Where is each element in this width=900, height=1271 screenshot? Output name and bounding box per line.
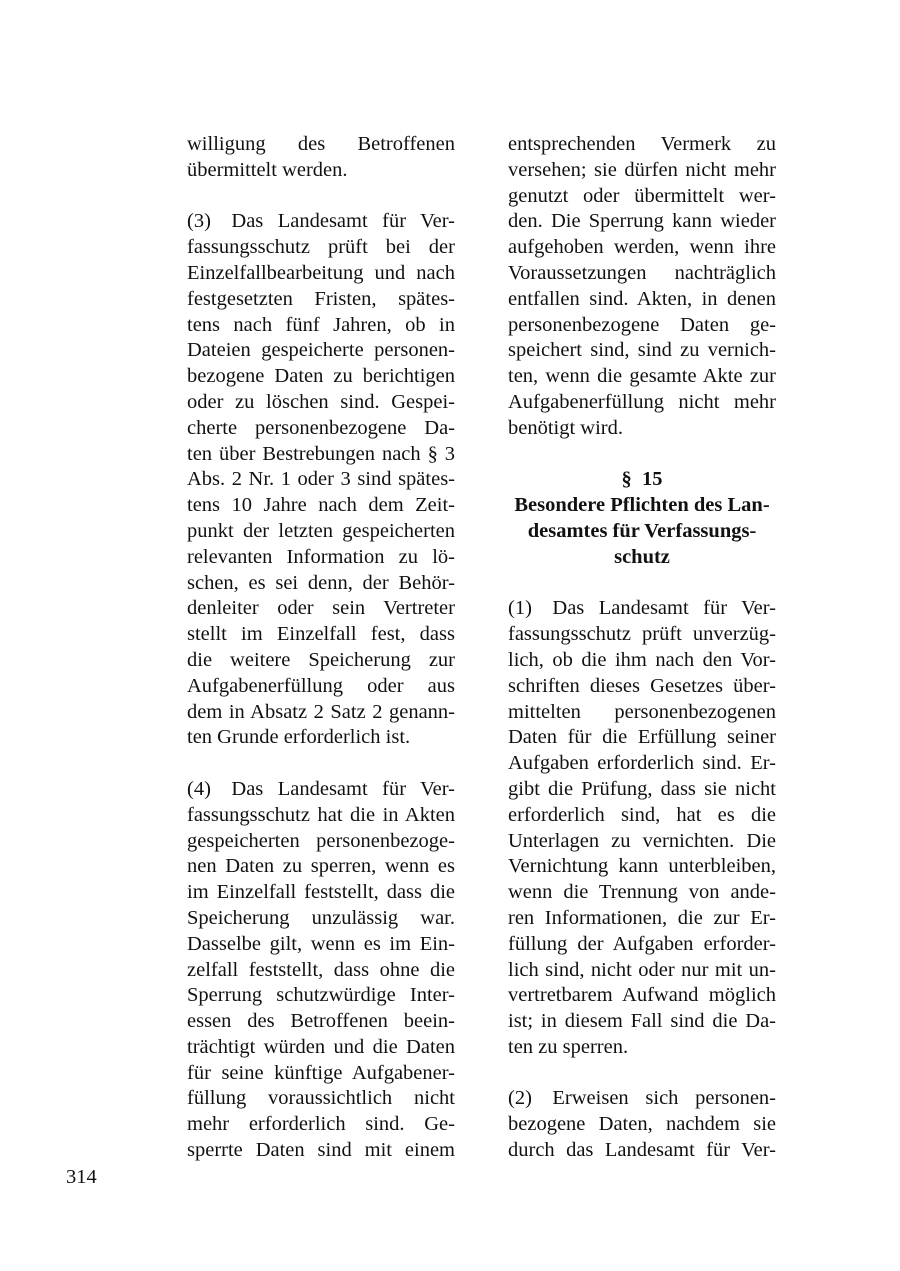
text-line: Unterlagen zu vernichten. Die [508,829,776,852]
text-line: übermittelt werden. [187,158,348,181]
text-line: aufgehoben werden, wenn ihre [508,236,776,259]
text-line: vertretbarem Aufwand möglich [508,984,776,1007]
text-line: nen Daten zu sperren, wenn es [187,855,455,878]
text-line: bezogene Daten zu berichtigen [187,365,455,388]
text-line: benötigt wird. [508,416,624,439]
paragraph-continuation [508,132,776,442]
text-line: Sperrung schutzwürdige Inter- [187,984,455,1007]
text-line: essen des Betroffenen beein- [187,1010,455,1033]
text-line: Einzelfallbearbeitung und nach [187,261,455,284]
text-line: gibt die Prüfung, dass sie nicht [508,777,776,800]
text-line: schen, es sei denn, der Behör- [187,571,455,594]
text-line: entsprechenden Vermerk zu [508,133,776,155]
text-line: stellt im Einzelfall fest, dass [187,623,455,646]
text-line: punkt der letzten gespeicherten [187,519,455,542]
text-line: ten Grunde erforderlich ist. [187,726,411,749]
text-line: trächtigt würden und die Daten [187,1035,455,1058]
paragraph-continuation [187,132,455,184]
text-line: Aufgabenerfüllung nicht mehr [508,390,776,413]
text-line: erforderlich sind, hat es die [508,803,776,826]
text-line: speichert sind, sind zu vernich- [508,339,776,362]
text-line: (2) Erweisen sich personen- [508,1087,776,1110]
text-line: ist; in diesem Fall sind die Da- [508,1010,776,1033]
text-line: Daten für die Erfüllung seiner [508,726,776,749]
text-line: willigung des Betroffenen [187,133,455,155]
text-line: lich sind, nicht oder nur mit un- [508,958,776,981]
text-line: tens 10 Jahre nach dem Zeit- [187,494,455,517]
text-line: fassungsschutz prüft unverzüg- [508,623,776,646]
text-line: festgesetzten Fristen, spätes- [187,287,455,310]
text-line: (3) Das Landesamt für Ver- [187,210,455,233]
text-line: schutz [614,545,670,568]
section-heading [508,467,776,570]
text-line: füllung der Aufgaben erforder- [508,932,776,955]
text-line: Dasselbe gilt, wenn es im Ein- [187,932,455,955]
text-line: dem in Absatz 2 Satz 2 genann- [187,700,455,723]
page-number: 314 [66,1166,97,1188]
text-line: mehr erforderlich sind. Ge- [187,1113,455,1136]
text-line: den. Die Sperrung kann wieder [508,210,776,233]
text-line: lich, ob die ihm nach den Vor- [508,648,776,671]
paragraph-4 [187,777,455,1164]
text-line: ten über Bestrebungen nach § 3 [187,442,455,465]
text-line: Dateien gespeicherte personen- [187,339,455,362]
text-line: fassungsschutz hat die in Akten [187,803,455,826]
left-column [187,132,455,1164]
text-line: denleiter oder sein Vertreter [187,597,455,620]
text-line: desamtes für Verfassungs- [527,519,757,542]
text-line: (4) Das Landesamt für Ver- [187,777,455,800]
text-line: versehen; sie dürfen nicht mehr [508,158,776,181]
text-line: Aufgaben erforderlich sind. Er- [508,752,776,775]
text-line: tens nach fünf Jahren, ob in [187,313,455,336]
text-line: zelfall feststellt, dass ohne die [187,958,455,981]
text-line: Besondere Pflichten des Lan- [514,494,770,517]
text-line: Voraussetzungen nachträglich [508,261,776,284]
text-line: gespeicherten personenbezoge- [187,829,455,852]
text-line: Abs. 2 Nr. 1 oder 3 sind spätes- [187,468,455,491]
text-line: cherte personenbezogene Da- [187,416,455,439]
text-line: Aufgabenerfüllung oder aus [187,674,455,697]
text-line: schriften dieses Gesetzes über- [508,674,776,697]
text-line: durch das Landesamt für Ver- [508,1139,776,1162]
text-line: sperrte Daten sind mit einem [187,1139,455,1162]
paragraph-3 [187,209,455,751]
text-line: die weitere Speicherung zur [187,648,455,671]
text-line: für seine künftige Aufgabener- [187,1061,455,1084]
text-line: Speicherung unzulässig war. [187,906,455,929]
text-line: ten, wenn die gesamte Akte zur [508,365,776,388]
text-line: Vernichtung kann unterbleiben, [508,855,776,878]
text-line: im Einzelfall feststellt, dass die [187,881,455,904]
text-line: genutzt oder übermittelt wer- [508,184,776,207]
text-line: fassungsschutz prüft bei der [187,236,455,259]
text-line: ren Informationen, die zur Er- [508,906,776,929]
text-line: § 15 [621,468,663,491]
right-column [508,132,776,1164]
paragraph-2 [508,1086,776,1163]
text-line: entfallen sind. Akten, in denen [508,287,776,310]
text-line: füllung voraussichtlich nicht [187,1087,455,1110]
text-line: (1) Das Landesamt für Ver- [508,597,776,620]
text-line: oder zu löschen sind. Gespei- [187,390,455,413]
text-line: personenbezogene Daten ge- [508,313,776,336]
text-line: ten zu sperren. [508,1035,629,1058]
text-line: bezogene Daten, nachdem sie [508,1113,776,1136]
text-line: wenn die Trennung von ande- [508,881,776,904]
text-line: relevanten Information zu lö- [187,545,455,568]
text-line: mittelten personenbezogenen [508,700,776,723]
paragraph-1 [508,596,776,1060]
